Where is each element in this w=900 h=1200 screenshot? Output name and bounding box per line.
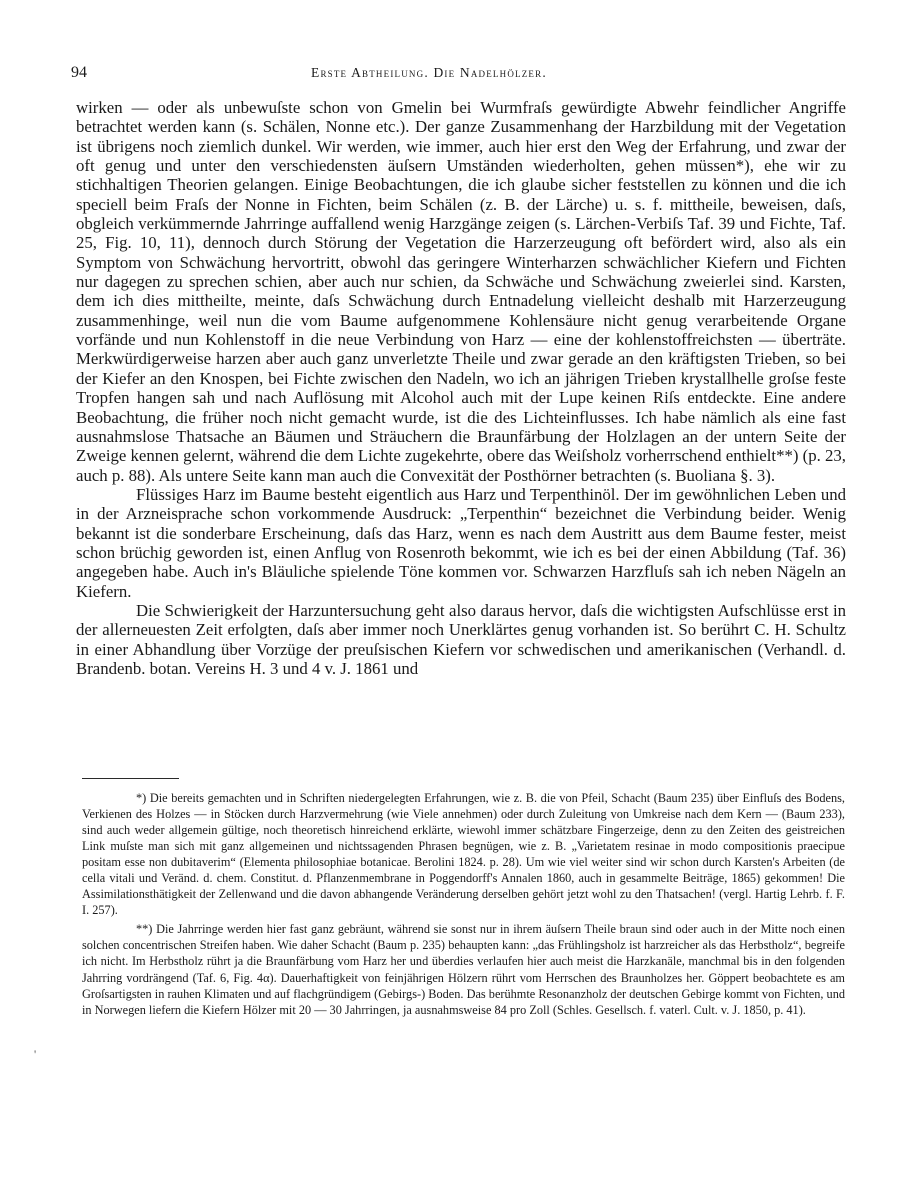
running-title: Erste Abtheilung. Die Nadelhölzer.	[311, 65, 547, 80]
page-number: 94	[71, 64, 87, 81]
main-text	[76, 98, 846, 678]
footnote: **) Die Jahrringe werden hier fast ganz gebräunt, während sie sonst nur in ihrem äuſsern Theile braun sind oder auch in der Mitte noch einen solchen concentrischen Streifen haben. Wie daher Schacht (Baum p. 235) behaupten kann: „das Frühlingsholz ist harzreicher als das Herbstholz“, begreife ich nicht. Im Herbstholz rührt ja die Braunfärbung vom Harz her und überdies verlaufen hier auch meist die Harzkanäle, manchmal bis in den folgenden Jahrring vordrängend (Taf. 6, Fig. 4α). Dauerhaftigkeit von feinjährigen Hölzern rührt vom Herrschen des Braunholzes her. Göppert beobachtete es am Groſsartigsten in rauhen Klimaten und auf flachgründigem (Gebirgs-) Boden. Das berühmte Resonanzholz der deutschen Gebirge kommt von Fichten, und in Norwegen liefern die Kiefern Hölzer mit 20 — 30 Jahrringen, ja ausnahmsweise 84 pro Zoll (Schles. Gesellsch. f. vaterl. Cult. v. J. 1850, p. 41).	[82, 922, 845, 1017]
footnote-separator	[82, 778, 179, 779]
body-paragraph: wirken — oder als unbewuſste schon von Gmelin bei Wurmfraſs gewürdigte Abwehr feindlicher Angriffe betrachtet werden kann (s. Schälen, Nonne etc.). Der ganze Zusammenhang der Harzbildung mit der Vegetation ist übrigens noch ziemlich dunkel. Wir werden, wie immer, auch hier erst den Weg der Erfahrung, und zwar der oft genug und unter den verschiedensten äuſsern Umständen wiederholten, gehen müssen*), ehe wir zu stichhaltigen Theorien gelangen. Einige Beobachtungen, die ich glaube sicher feststellen zu können und die ich speciell beim Fraſs der Nonne in Fichten, beim Schälen (z. B. der Lärche) u. s. f. mittheile, beweisen, daſs, obgleich verkümmernde Jahrringe auffallend wenig Harzgänge zeigen (s. Lärchen-Verbiſs Taf. 39 und Fichte, Taf. 25, Fig. 10, 11), dennoch durch Störung der Vegetation die Harzerzeugung oft befördert wird, also als ein Symptom von Schwächung hervortritt, obwohl das geringere Winterharzen schwächlicher Kiefern und Fichten nur dagegen zu sprechen schien, aber auch nur schien, da Schwäche und Schwächung zweierlei sind. Karsten, dem ich dies mittheilte, meinte, daſs Schwächung durch Entnadelung vielleicht deshalb mit Harzerzeugung zusammenhinge, weil nun die vom Baume aufgenommene Kohlensäure nicht genug verarbeitende Organe vorfände und nun Kohlenstoff in die neue Verbindung von Harz — eine der kohlenstoffreichsten — überträte. Merkwürdigerweise harzen aber auch ganz unverletzte Theile und zwar gerade an den kräftigsten Trieben, so bei der Kiefer an den Knospen, bei Fichte zwischen den Nadeln, wo ich an jährigen Trieben krystallhelle groſse feste Tropfen hangen sah und nach Auflösung mit Alcohol auch mit der Lupe keinen Riſs entdeckte. Eine andere Beobachtung, die früher noch nicht gemacht wurde, ist die des Lichteinflusses. Ich habe nämlich als eine fast ausnahmslose Thatsache an Bäumen und Sträuchern die Braunfärbung der Holzlagen an der untern Seite der Zweige kennen gelernt, während die dem Lichte zugekehrte, obere das Weiſsholz vorherrschend enthielt**) (p. 23, auch p. 88). Als untere Seite kann man auch die Convexität der Posthörner betrachten (s. Buoliana §. 3).	[76, 98, 846, 485]
margin-mark: '	[34, 1047, 37, 1061]
footnotes	[82, 790, 845, 1021]
body-paragraph: Flüssiges Harz im Baume besteht eigentlich aus Harz und Terpenthinöl. Der im gewöhnlichen Leben und in der Arzneisprache schon vorkommende Ausdruck: „Terpenthin“ bezeichnet die Verbindung beider. Wenig bekannt ist die sonderbare Erscheinung, daſs das Harz, wenn es nach dem Austritt aus dem Baume fester, meist schon brüchig geworden ist, einen Anflug von Rosenroth bekommt, wie ich es bei der einen Abbildung (Taf. 36) angegeben habe. Auch in's Bläuliche spielende Töne kommen vor. Schwarzen Harzfluſs sah ich neben Nägeln an Kiefern.	[76, 484, 846, 601]
body-paragraph: Die Schwierigkeit der Harzuntersuchung geht also daraus hervor, daſs die wichtigsten Aufschlüsse erst in der allerneuesten Zeit erfolgten, daſs aber immer noch Unerklärtes genug vorhanden ist. So berührt C. H. Schultz in einer Abhandlung über Vorzüge der preuſsischen Kiefern vor schwedischen und amerikanischen (Verhandl. d. Brandenb. botan. Vereins H. 3 und 4 v. J. 1861 und	[76, 600, 846, 678]
footnote: *) Die bereits gemachten und in Schriften niedergelegten Erfahrungen, wie z. B. die von Pfeil, Schacht (Baum 235) über Einfluſs des Bodens, Verkienen des Holzes — in Stöcken durch Harzvermehrung (wie Viele annehmen) oder durch Zuleitung von Umkreise nach dem Kern — (Baum 233), sind auch weder allgemein gültige, noch theoretisch hinreichend erklärte, wiewohl immer schätzbare Fingerzeige, denn zu den Zeiten des geistreichen Link muſste man sich mit ganz allgemeinen und nichtssagenden Phrasen begnügen, wie z. B. „Varietatem resinae in modo compositionis praecipue positam esse non dubitaverim“ (Elementa philosophiae botanicae. Berolini 1824. p. 28). Um wie viel weiter sind wir schon durch Karsten's Arbeiten (de cella vitali und Veränd. d. chem. Constitut. d. Pflanzenmembrane in Poggendorff's Annalen 1860, auch in gesammelte Beiträge, 1865) gekommen! Die Assimilationsthätigkeit der Zellenwand und die davon abhangende Veränderung derselben gehört jetzt wohl zu den Thatsachen! (vergl. Hartig Lehrb. f. F. I. 257).	[82, 791, 845, 918]
page-header	[71, 64, 841, 84]
